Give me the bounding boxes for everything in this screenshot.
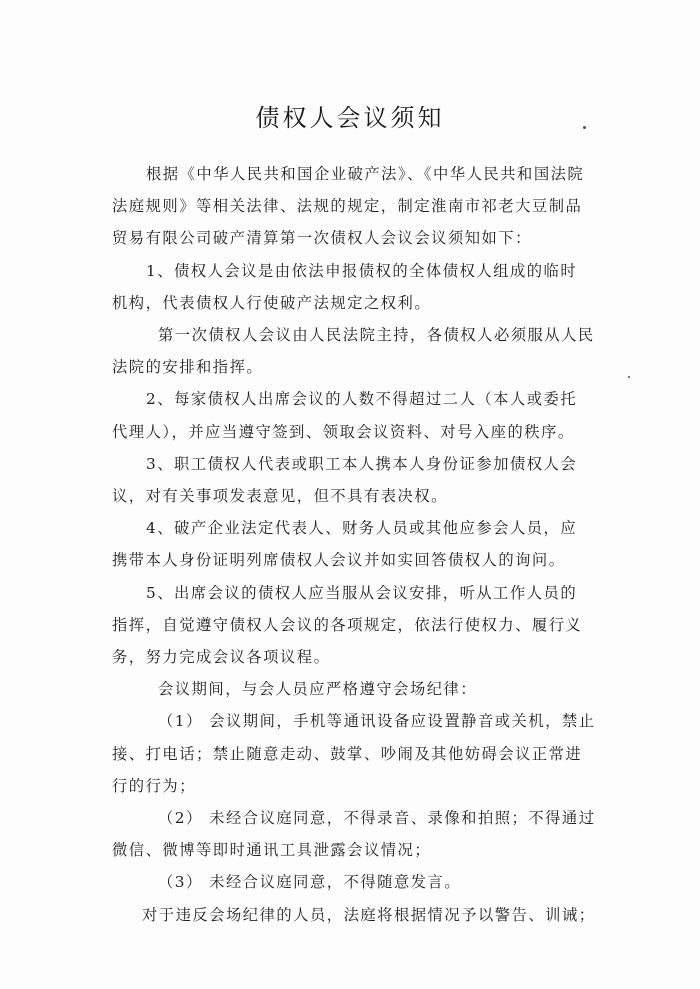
text-line: 代理人），并应当遵守签到、领取会议资料、对号入座的秩序。 bbox=[112, 422, 575, 441]
violation-paragraph bbox=[112, 899, 596, 931]
rule-2-paragraph bbox=[112, 383, 590, 447]
text-line: 贸易有限公司破产清算第一次债权人会议会议须知如下： bbox=[112, 229, 532, 248]
text-line: 3、职工债权人代表或职工本人携本人身份证参加债权人会 bbox=[146, 454, 578, 473]
discipline-item-3-paragraph bbox=[112, 866, 590, 898]
discipline-item-1-paragraph bbox=[112, 705, 596, 802]
text-line: 2、每家债权人出席会议的人数不得超过二人（本人或委托 bbox=[146, 390, 578, 409]
text-line: 4、破产企业法定代表人、财务人员或其他应参会人员，应 bbox=[146, 519, 578, 538]
text-line: 携带本人身份证明列席债权人会议并如实回答债权人的询问。 bbox=[112, 551, 566, 570]
text-line: 1、债权人会议是由依法申报债权的全体债权人组成的临时 bbox=[146, 261, 578, 280]
text-line: 机构，代表债权人行使破产法规定之权利。 bbox=[112, 293, 432, 312]
intro-paragraph bbox=[112, 158, 590, 255]
text-line: （1） 会议期间，手机等通讯设备应设置静音或关机，禁止 bbox=[158, 712, 596, 731]
rule-3-paragraph bbox=[112, 448, 590, 512]
scan-speck bbox=[583, 126, 586, 129]
rule-4-paragraph bbox=[112, 512, 590, 576]
scan-speck bbox=[628, 376, 630, 378]
text-line: 对于违反会场纪律的人员，法庭将根据情况予以警告、训诫； bbox=[142, 905, 596, 924]
text-line: 根据《中华人民共和国企业破产法》、《中华人民共和国法院 bbox=[146, 165, 585, 183]
text-line: （3） 未经合议庭同意，不得随意发言。 bbox=[158, 873, 462, 892]
rule-5-paragraph bbox=[112, 577, 590, 674]
discipline-intro-paragraph bbox=[112, 673, 590, 705]
discipline-item-2-paragraph bbox=[112, 802, 596, 866]
text-line: 法庭规则》等相关法律、法规的规定，制定淮南市祁老大豆制品 bbox=[112, 197, 583, 216]
text-line: 第一次债权人会议由人民法院主持，各债权人必须服从人民 bbox=[158, 326, 595, 345]
text-line: 行的行为； bbox=[112, 776, 196, 795]
text-line: 议，对有关事项发表意见，但不具有表决权。 bbox=[112, 487, 448, 506]
text-line: 务，努力完成会议各项议程。 bbox=[112, 648, 331, 667]
text-line: 会议期间，与会人员应严格遵守会场纪律： bbox=[158, 680, 478, 699]
text-line: 指挥，自觉遵守债权人会议的各项规定，依法行使权力、履行义 bbox=[112, 615, 583, 634]
text-line: （2） 未经合议庭同意，不得录音、录像和拍照；不得通过 bbox=[158, 809, 596, 828]
text-line: 5、出席会议的债权人应当服从会议安排，听从工作人员的 bbox=[146, 583, 578, 602]
document-body bbox=[112, 158, 596, 931]
text-line: 接、打电话；禁止随意走动、鼓掌、吵闹及其他妨碍会议正常进 bbox=[112, 744, 583, 763]
rule-1-note-paragraph bbox=[112, 319, 595, 383]
document-title: 债权人会议须知 bbox=[255, 104, 445, 132]
text-line: 微信、微博等即时通讯工具泄露会议情况； bbox=[112, 841, 432, 860]
text-line: 法院的安排和指挥。 bbox=[112, 358, 264, 377]
rule-1-paragraph bbox=[112, 255, 590, 319]
